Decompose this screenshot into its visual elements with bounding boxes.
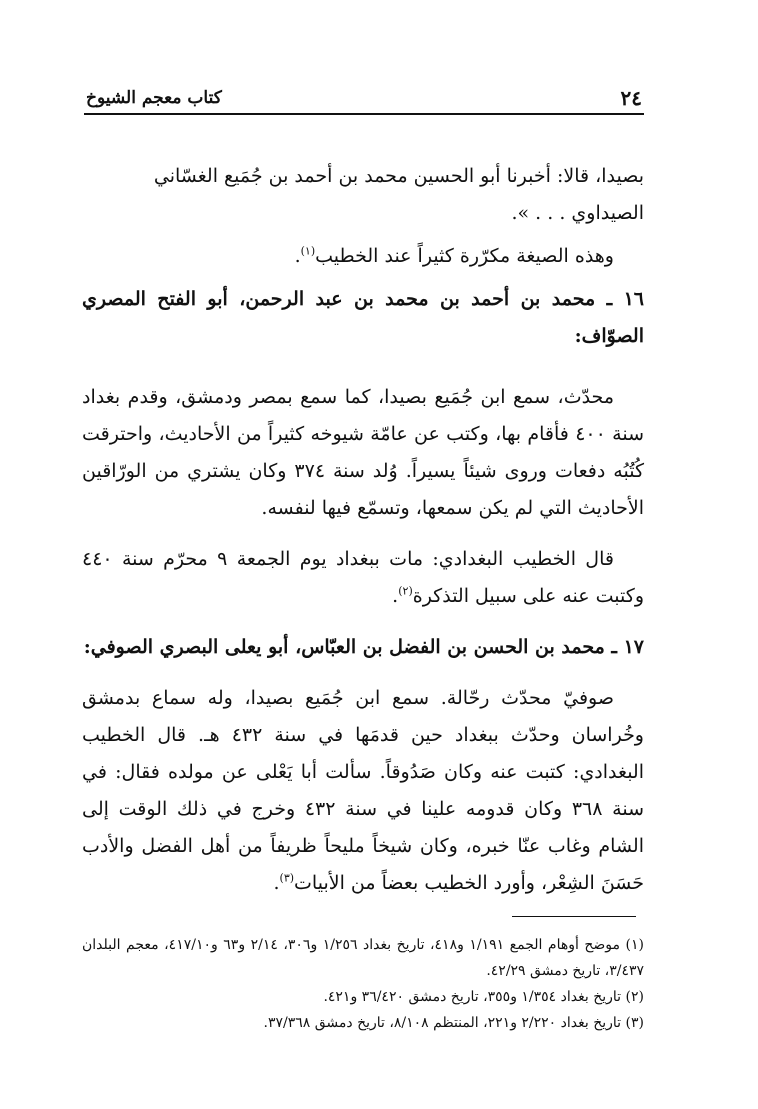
continuation-line-1: بصيدا، قالا: أخبرنا أبو الحسين محمد بن أحمد بن جُمَيع الغسّاني (153, 165, 644, 187)
page-body (82, 158, 644, 902)
page-number: ٢٤ (620, 86, 642, 110)
footnote-ref-2: (٢) (398, 584, 413, 598)
continuation-line-2: الصيداوي . . . ». (511, 202, 644, 224)
header-rule (84, 113, 644, 115)
formula-note-text: وهذه الصيغة مكرّرة كثيراً عند الخطيب (315, 245, 614, 267)
entry-17-paragraph: صوفيّ محدّث رحّالة. سمع ابن جُمَيع بصيدا، وله سماع بدمشق وخُراسان وحدّث ببغداد حين قدمَها في سنة ٤٣٢ هـ. قال الخطيب البغدادي: كتبت عنه وكان صَدُوقاً. سألت أبا يَعْلى عن مولده فقال: في سنة ٣٦٨ وكان قدومه علينا في سنة ٤٣٢ وخرج في ذلك الوقت إلى الشام وغاب عنّا خبره، وكان شيخاً مليحاً ظريفاً من أهل الفضل والأدب حَسَنَ الشِعْر، وأورد الخطيب بعضاً من الأبيات$^{(٣)}$. (82, 687, 644, 894)
entry-16-paragraph-2-text: قال الخطيب البغدادي: مات ببغداد يوم الجمعة ٩ محرّم سنة ٤٤٠ وكتبت عنه على سبيل التذكرة (82, 548, 644, 607)
footnote-1: (١) موضح أوهام الجمع ١/١٩١ و٤١٨، تاريخ بغداد ١/٢٥٦ و٣٠٦، ٢/١٤ و٦٣ و٤١٧/١٠، معجم البلدان ٣/٤٣٧، تاريخ دمشق ٤٢/٢٩. (82, 937, 644, 979)
footnote-3: (٣) تاريخ بغداد ٢/٢٢٠ و٢٢١، المنتظم ٨/١٠٨، تاريخ دمشق ٣٧/٣٦٨. (263, 1015, 644, 1031)
entry-16-paragraph-1: محدّث، سمع ابن جُمَيع بصيدا، كما سمع بمصر ودمشق، وقدم بغداد سنة ٤٠٠ فأقام بها، وكتب عن عامّة شيوخه كثيراً من الأحاديث، واحترقت كُتُبُه دفعات وروى شيئاً يسيراً. وُلد سنة ٣٧٤ وكان يشتري من الورّاقين الأحاديث التي لم يكن سمعها، وتسمّع فيها لنفسه. (82, 386, 644, 519)
running-title: كتاب معجم الشيوخ (86, 88, 222, 108)
formula-note: وهذه الصيغة مكرّرة كثيراً عند الخطيب$^{(١)}$. (294, 244, 614, 267)
footnote-rule (512, 916, 636, 917)
footnote-2: (٢) تاريخ بغداد ١/٣٥٤ و٣٥٥، تاريخ دمشق ٣٦/٤٢٠ و٤٢١. (323, 989, 644, 1005)
entry-17-title: ١٧ ـ محمد بن الحسن بن الفضل بن العبّاس، أبو يعلى البصري الصوفي: (83, 636, 644, 658)
page-header (86, 82, 642, 112)
footnote-ref-1: (١) (300, 244, 316, 258)
footnote-ref-3: (٣) (279, 871, 295, 885)
footnotes (82, 932, 644, 1036)
entry-16-paragraph-2: قال الخطيب البغدادي: مات ببغداد يوم الجمعة ٩ محرّم سنة ٤٤٠ وكتبت عنه على سبيل التذكرة$^{(٢)}$. (82, 548, 644, 607)
entry-16-title: ١٦ ـ محمد بن أحمد بن محمد بن عبد الرحمن، أبو الفتح المصري الصوّاف: (82, 288, 644, 347)
entry-17-paragraph-text: صوفيّ محدّث رحّالة. سمع ابن جُمَيع بصيدا، وله سماع بدمشق وخُراسان وحدّث ببغداد حين قدمَها في سنة ٤٣٢ هـ. قال الخطيب البغدادي: كتبت عنه وكان صَدُوقاً. سألت أبا يَعْلى عن مولده فقال: في سنة ٣٦٨ وكان قدومه علينا في سنة ٤٣٢ وخرج في ذلك الوقت إلى الشام وغاب عنّا خبره، وكان شيخاً مليحاً ظريفاً من أهل الفضل والأدب حَسَنَ الشِعْر، وأورد الخطيب بعضاً من الأبيات (82, 687, 644, 894)
